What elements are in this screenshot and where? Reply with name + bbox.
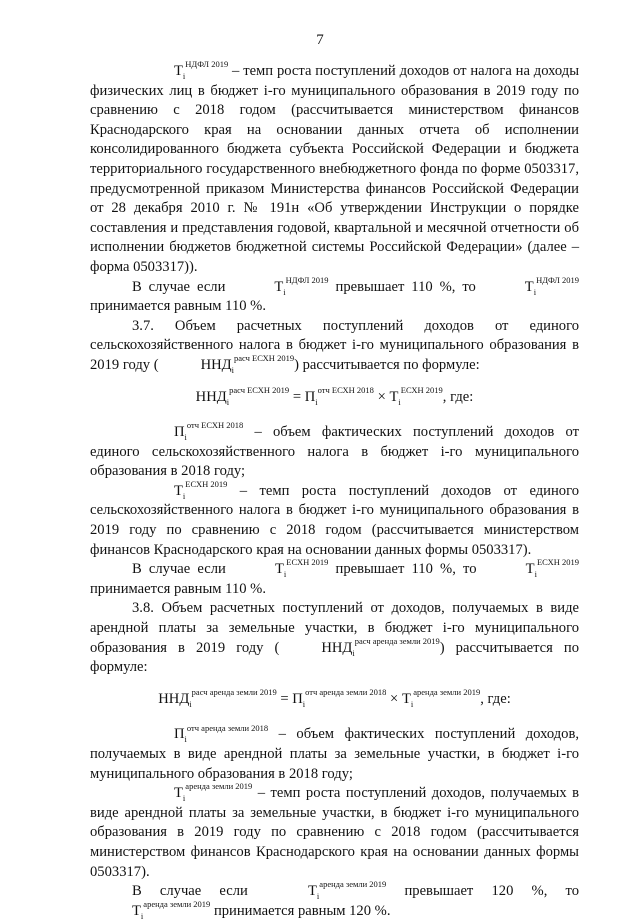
section-3-8: 3.8. Объем расчетных поступлений от доходов, получаемых в виде арендной платы за земельные участки, в бюджет i-го муниципального образования в 2019 году ( $ННД_i^{расч аренда земли 2019}$) рассчитывается по формуле: [90,600,580,676]
formula-arenda: $ННД_i^{расч аренда земли 2019} = П_i^{отч аренда земли 2018} \times T_i^{аренда земли 2019}$, где: [158,686,511,709]
definition-t-arenda: $T_i^{аренда земли 2019}$ – темп роста поступлений доходов, получаемых в виде арендной платы за земельные участки, в бюджет i-го муниципального образования в 2019 году по сравнению с 2018 годом (рассчитывается министерством финансов Краснодарского края на основании данных формы 0503317). [90,781,579,880]
limit-clause-ndfl: В случае если $T_i^{НДФЛ 2019}$ превышает 110 %, то $T_i^{НДФЛ 2019}принимается$ равным 110 %. [90,274,579,315]
definition-t-eskhn: $T_i^{ЕСХН 2019}$ – темп роста поступлений доходов от единого сельскохозяйственного налога в бюджет i-го муниципального образования в 2019 году по сравнению с 2018 годом (рассчитывается министерством финансов Краснодарского края на основании данных формы 0503317). [90,479,579,558]
limit-clause-arenda: В случае если $T_i^{аренда земли 2019}$ превышает 120 %, то $T_i^{аренда земли 2019}$ принимается равным 120 %. [132,879,579,921]
definition-t-ndfl: $T_i^{НДФЛ 2019}$ – темп роста поступлений доходов от налога на доходы физических лиц в бюджет i-го муниципального образования в 2019 году по сравнению с 2018 годом (рассчитывается министерством финансов Краснодарского края на основании данных отчета об исполнении консолидированного бюджета субъекта Российской Федерации и бюджета территориального государственного внебюджетного фонда по форме 0503317, предусмотренной приказом Министерства финансов Российской Федерации от 28 декабря 2010 г. № 191н «Об утверждении Инструкции о порядке составления и представления годовой, квартальной и месячной отчетности об исполнении бюджетов бюджетной системы Российской Федерации» (далее – форма 0503317)). [90,59,579,275]
document-body [90,59,580,921]
symbol-nnd-eskhn: $ННД_i^{расч ЕСХН 2019}$ [200,353,295,375]
limit-clause-eskhn: В случае если $T_i^{ЕСХН 2019}$ превышает 110 %, то $T_i^{ЕСХН 2019}$ принимается равным 110 %. [90,557,579,597]
symbol-t-ndfl: $T_i^{НДФЛ 2019}$ [174,59,229,81]
definition-p-arenda: $П_i^{отч аренда земли 2018}$ – объем фактических поступлений доходов, получаемых в виде арендной платы за земельные участки, в бюджет i-го муниципального образования в 2018 году; [90,722,579,782]
page-number: 7 [316,32,324,48]
formula-eskhn: $ННД_i^{расч ЕСХН 2019} = П_i^{отч ЕСХН 2018} \times T_i^{ЕСХН 2019}$, где: [195,384,474,407]
symbol-t-ndfl: $T_i^{НДФЛ 2019}$ [524,274,579,297]
section-3-7: 3.7. Объем расчетных поступлений доходов от единого сельскохозяйственного налога в бюджет i-го муниципального образования в 2019 году ( $ННД_i^{расч ЕСХН 2019}$) рассчитывается по формуле: [90,317,579,375]
definition-p-eskhn: $П_i^{отч ЕСХН 2018}$ – объем фактических поступлений доходов от единого сельскохозяйственного налога в бюджет i-го муниципального образования в 2018 году; [90,420,579,480]
symbol-t-ndfl: $T_i^{НДФЛ 2019}$ [274,274,329,297]
